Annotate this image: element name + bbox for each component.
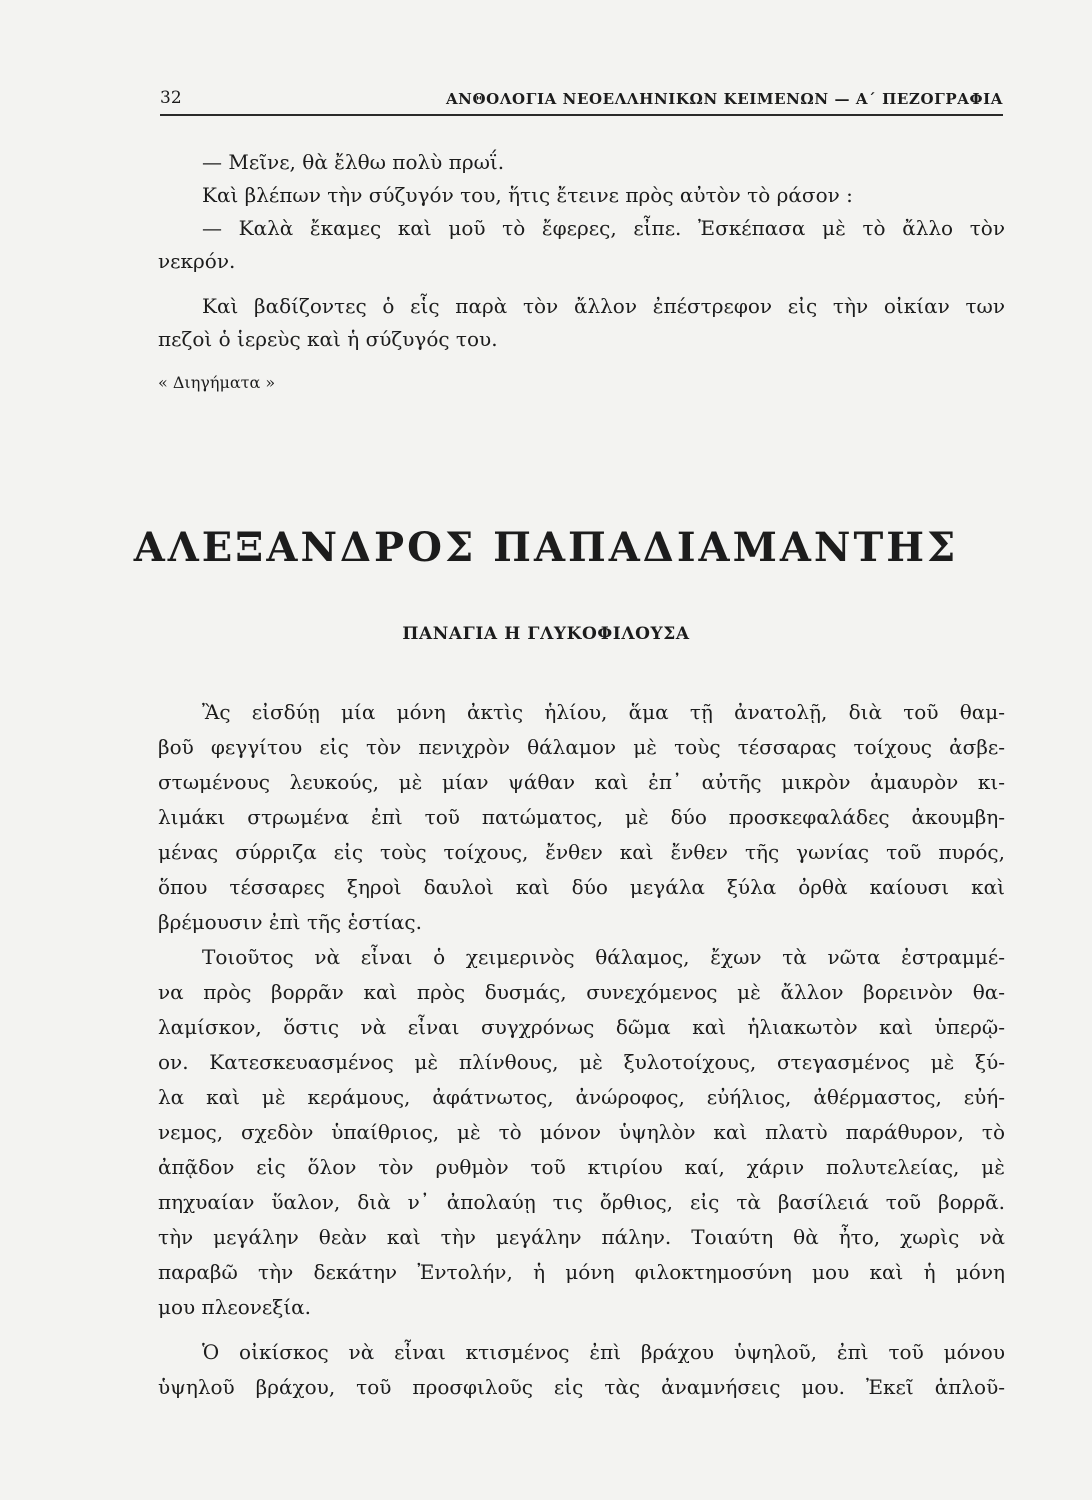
text-line: βοῦ φεγγίτου εἰς τὸν πενιχρὸν θάλαμον μὲ τοὺς τέσσαρας τοίχους ἀσβε- [158,735,1005,759]
text-line: νεκρόν. [158,249,236,273]
text-line: μου πλεονεξία. [158,1295,312,1319]
text-line: βρέμουσιν ἐπὶ τῆς ἑστίας. [158,910,422,934]
text-line: — Μεῖνε, θὰ ἔλθω πολὺ πρωΐ. [202,150,505,174]
text-line: ὅπου τέσσαρες ξηροὶ δαυλοὶ καὶ δύο μεγάλα ξύλα ὀρθὰ καίουσι καὶ [158,875,1005,899]
page-number: 32 [160,88,182,108]
page-header [160,84,1003,116]
text-line: Ἂς εἰσδύῃ μία μόνη ἀκτὶς ἡλίου, ἅμα τῇ ἀνατολῇ, διὰ τοῦ θαμ- [202,700,1005,724]
running-title: ΑΝΘΟΛΟΓΙΑ ΝΕΟΕΛΛΗΝΙΚΩΝ ΚΕΙΜΕΝΩΝ — Α΄ ΠΕΖΟΓΡΑΦΙΑ [445,90,1003,108]
source-signature: « Διηγήματα » [158,373,276,392]
text-line: λαμίσκον, ὅστις νὰ εἶναι συγχρόνως δῶμα καὶ ἡλιακωτὸν καὶ ὑπερῷ- [158,1015,1005,1039]
text-line: ἀπᾷδον εἰς ὅλον τὸν ρυθμὸν τοῦ κτιρίου καί, χάριν πολυτελείας, μὲ [158,1155,1005,1179]
text-line: τὴν μεγάλην θεὰν καὶ τὴν μεγάλην πάλην. Τοιαύτη θὰ ἦτο, χωρὶς νὰ [158,1225,1005,1249]
text-line: Ὁ οἰκίσκος νὰ εἶναι κτισμένος ἐπὶ βράχου ὑψηλοῦ, ἐπὶ τοῦ μόνου [202,1340,1005,1364]
text-line: στωμένους λευκούς, μὲ μίαν ψάθαν καὶ ἐπ᾽ αὐτῆς μικρὸν ἀμαυρὸν κι- [158,770,1005,794]
text-line: πηχυαίαν ὕαλον, διὰ ν᾽ ἀπολαύῃ τις ὄρθιος, εἰς τὰ βασίλειά τοῦ βορρᾶ. [158,1190,1005,1214]
text-line: νεμος, σχεδὸν ὑπαίθριος, μὲ τὸ μόνον ὑψηλὸν καὶ πλατὺ παράθυρον, τὸ [158,1120,1005,1144]
text-line: ον. Κατεσκευασμένος μὲ πλίνθους, μὲ ξυλοτοίχους, στεγασμένος μὲ ξύ- [158,1050,1005,1074]
text-line: μένας σύρριζα εἰς τοὺς τοίχους, ἔνθεν καὶ ἔνθεν τῆς γωνίας τοῦ πυρός, [158,840,1005,864]
text-line: να πρὸς βορρᾶν καὶ πρὸς δυσμάς, συνεχόμενος μὲ ἄλλον βορεινὸν θα- [158,980,1005,1004]
text-line: λα καὶ μὲ κεράμους, ἀφάτνωτος, ἀνώροφος, εὐήλιος, ἀθέρμαστος, εὐή- [158,1085,1005,1109]
text-line: Τοιοῦτος νὰ εἶναι ὁ χειμερινὸς θάλαμος, ἔχων τὰ νῶτα ἐστραμμέ- [202,945,1005,969]
text-line: — Καλὰ ἔκαμες καὶ μοῦ τὸ ἔφερες, εἶπε. Ἐσκέπασα μὲ τὸ ἄλλο τὸν [202,216,1005,240]
text-line: Καὶ βαδίζοντες ὁ εἷς παρὰ τὸν ἄλλον ἐπέστρεφον εἰς τὴν οἰκίαν των [202,294,1005,318]
text-line: λιμάκι στρωμένα ἐπὶ τοῦ πατώματος, μὲ δύο προσκεφαλάδες ἀκουμβη- [158,805,1005,829]
author-heading: ΑΛΕΞΑΝΔΡΟΣ ΠΑΠΑΔΙΑΜΑΝΤΗΣ [133,524,959,571]
text-line: Καὶ βλέπων τὴν σύζυγόν του, ἥτις ἔτεινε πρὸς αὐτὸν τὸ ράσον : [202,183,853,207]
text-line: παραβῶ τὴν δεκάτην Ἐντολήν, ἡ μόνη φιλοκτημοσύνη μου καὶ ἡ μόνη [158,1260,1005,1284]
text-line: ὑψηλοῦ βράχου, τοῦ προσφιλοῦς εἰς τὰς ἀναμνήσεις μου. Ἐκεῖ ἁπλοῦ- [158,1375,1005,1399]
text-line: πεζοὶ ὁ ἱερεὺς καὶ ἡ σύζυγός του. [158,327,498,351]
story-title: ΠΑΝΑΓΙΑ Η ΓΛΥΚΟΦΙΛΟΥΣΑ [402,624,690,644]
